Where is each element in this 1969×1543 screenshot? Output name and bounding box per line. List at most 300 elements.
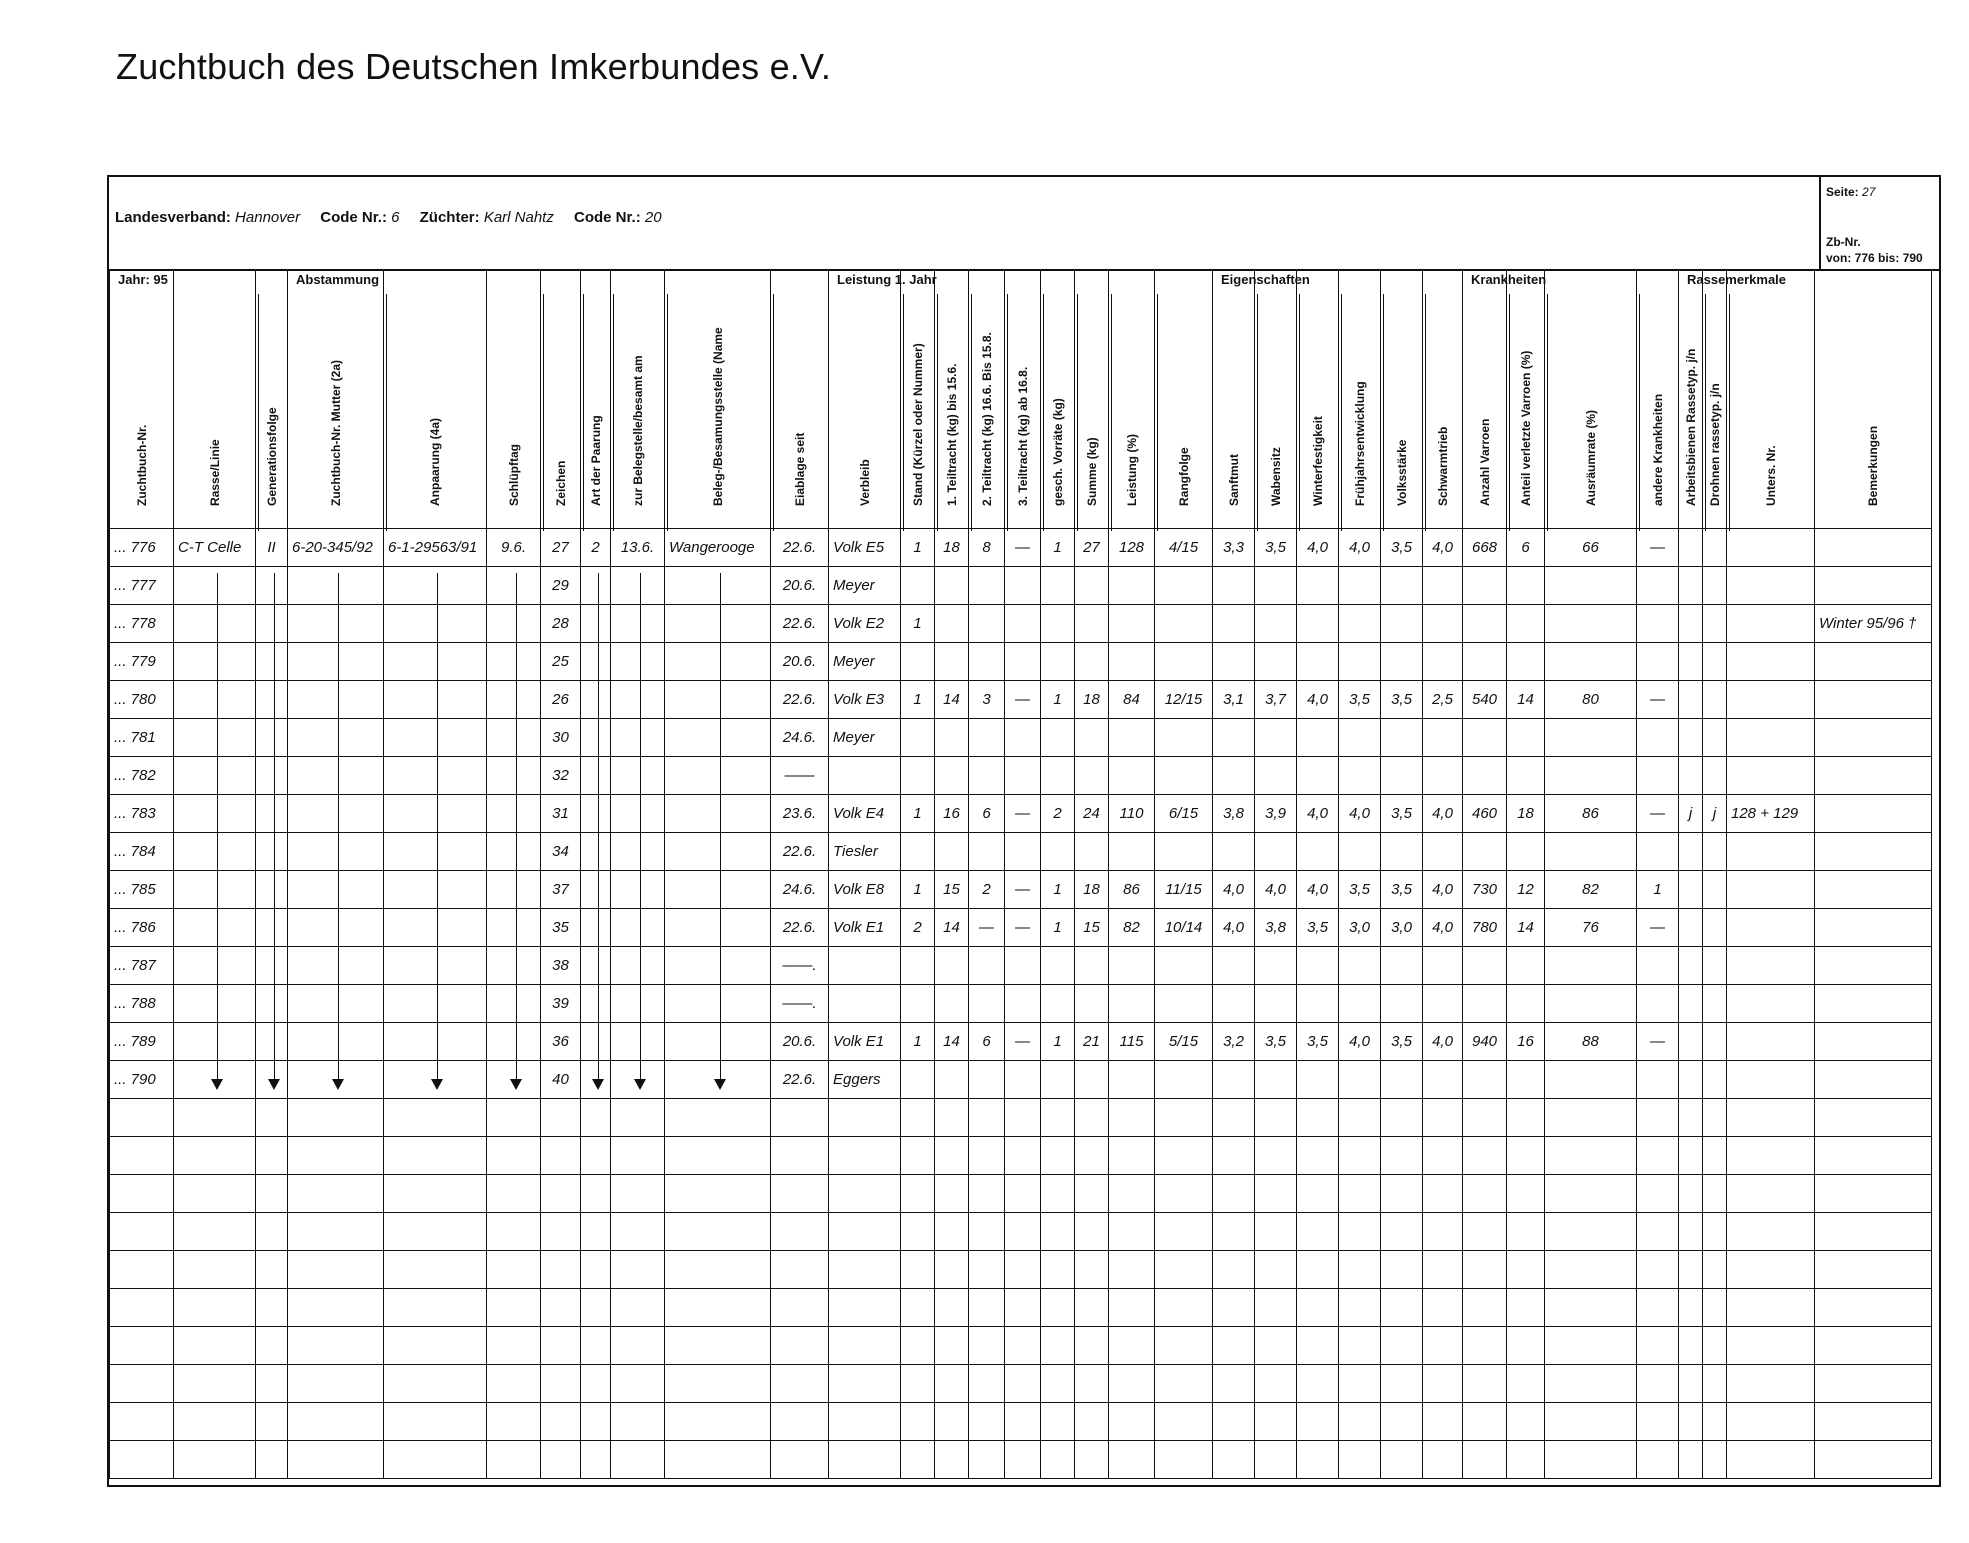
table-cell	[1381, 947, 1423, 985]
table-cell	[288, 1403, 384, 1441]
column-header-label: Eiablage seit	[792, 432, 807, 506]
table-cell	[771, 1365, 829, 1403]
column-header	[1339, 270, 1381, 529]
table-cell: 4,0	[1297, 795, 1339, 833]
table-cell	[1041, 1061, 1075, 1099]
table-cell	[1381, 1137, 1423, 1175]
table-cell	[969, 1289, 1005, 1327]
table-cell	[829, 1327, 901, 1365]
column-header	[1005, 270, 1041, 529]
table-cell	[611, 1327, 665, 1365]
table-cell	[1637, 985, 1679, 1023]
table-cell	[1507, 1327, 1545, 1365]
table-cell	[1463, 643, 1507, 681]
table-cell	[1213, 1403, 1255, 1441]
table-cell	[829, 1403, 901, 1441]
table-cell	[1463, 719, 1507, 757]
table-cell	[901, 1251, 935, 1289]
table-cell	[110, 1251, 174, 1289]
column-header	[487, 270, 541, 529]
table-cell	[1075, 985, 1109, 1023]
table-cell	[384, 1403, 487, 1441]
table-cell: 128	[1109, 529, 1155, 567]
table-cell: 668	[1463, 529, 1507, 567]
table-cell	[1703, 1289, 1727, 1327]
table-cell	[1005, 985, 1041, 1023]
table-cell	[174, 871, 256, 909]
column-header-label: Verbleib	[857, 459, 872, 506]
table-cell	[1679, 1441, 1703, 1479]
table-cell	[1005, 1251, 1041, 1289]
empty-row	[110, 1099, 1932, 1137]
table-cell	[1339, 985, 1381, 1023]
table-cell: 1	[901, 605, 935, 643]
table-cell	[1381, 1441, 1423, 1479]
table-cell	[256, 719, 288, 757]
table-cell	[611, 985, 665, 1023]
table-cell	[1381, 757, 1423, 795]
table-cell: 9.6.	[487, 529, 541, 567]
table-cell	[174, 757, 256, 795]
table-cell	[1727, 1365, 1815, 1403]
table-cell	[1339, 1061, 1381, 1099]
table-cell	[1297, 1403, 1339, 1441]
table-cell: 37	[541, 871, 581, 909]
table-cell	[487, 985, 541, 1023]
column-header-label: gesch. Vorräte (kg)	[1050, 398, 1065, 506]
table-cell	[1703, 833, 1727, 871]
table-cell: 8	[969, 529, 1005, 567]
table-cell	[174, 1289, 256, 1327]
table-cell	[969, 719, 1005, 757]
table-cell	[1727, 909, 1815, 947]
table-cell: 3,5	[1339, 681, 1381, 719]
table-cell: 84	[1109, 681, 1155, 719]
table-cell: 12/15	[1155, 681, 1213, 719]
column-header-label: Zuchtbuch-Nr. Mutter (2a)	[328, 360, 343, 506]
table-cell	[1637, 605, 1679, 643]
table-cell: 11/15	[1155, 871, 1213, 909]
table-cell	[1703, 757, 1727, 795]
table-cell	[1703, 1061, 1727, 1099]
table-cell	[1727, 947, 1815, 985]
table-cell	[581, 1251, 611, 1289]
table-cell	[1075, 833, 1109, 871]
table-cell: ... 781	[110, 719, 174, 757]
table-cell	[581, 985, 611, 1023]
table-cell: 110	[1109, 795, 1155, 833]
table-cell	[288, 909, 384, 947]
table-cell	[1155, 605, 1213, 643]
column-header-label: Rasse/Linie	[207, 439, 222, 506]
table-cell	[1703, 947, 1727, 985]
table-cell	[1815, 795, 1932, 833]
table-cell	[1155, 1327, 1213, 1365]
table-cell	[1075, 1137, 1109, 1175]
table-cell	[1507, 1365, 1545, 1403]
table-cell	[829, 947, 901, 985]
table-row	[110, 567, 1932, 605]
table-cell: Winter 95/96 †	[1815, 605, 1932, 643]
table-cell	[1005, 643, 1041, 681]
table-cell	[1423, 1403, 1463, 1441]
table-cell	[935, 1213, 969, 1251]
table-cell	[1545, 643, 1637, 681]
table-cell	[665, 1327, 771, 1365]
table-cell	[935, 1327, 969, 1365]
table-cell	[1679, 681, 1703, 719]
table-cell	[771, 1327, 829, 1365]
table-cell: 24	[1075, 795, 1109, 833]
table-cell: 4,0	[1213, 871, 1255, 909]
table-cell	[1255, 643, 1297, 681]
column-header-label: Anpaarung (4a)	[428, 417, 442, 506]
table-cell: Volk E1	[829, 1023, 901, 1061]
table-cell: 4,0	[1297, 681, 1339, 719]
table-cell	[384, 1137, 487, 1175]
table-cell: —	[1005, 1023, 1041, 1061]
table-cell	[1155, 1061, 1213, 1099]
table-cell: 23.6.	[771, 795, 829, 833]
record-table	[109, 269, 1932, 1479]
table-cell	[901, 757, 935, 795]
table-cell: —	[1637, 529, 1679, 567]
table-cell	[1109, 1251, 1155, 1289]
table-cell	[1109, 1327, 1155, 1365]
column-header	[1423, 270, 1463, 529]
table-cell: 3,2	[1213, 1023, 1255, 1061]
table-cell	[1255, 1327, 1297, 1365]
table-row	[110, 529, 1932, 567]
table-cell: —	[1637, 1023, 1679, 1061]
table-cell	[1155, 985, 1213, 1023]
table-cell	[1463, 757, 1507, 795]
table-cell	[901, 567, 935, 605]
table-cell	[1423, 947, 1463, 985]
column-group-label: Jahr: 95	[118, 272, 168, 287]
table-cell	[384, 1251, 487, 1289]
table-row	[110, 1061, 1932, 1099]
table-cell	[288, 1061, 384, 1099]
table-cell	[1213, 947, 1255, 985]
table-cell	[581, 643, 611, 681]
table-cell	[487, 1061, 541, 1099]
table-cell: 3,9	[1255, 795, 1297, 833]
table-cell	[384, 909, 487, 947]
table-cell	[1679, 1061, 1703, 1099]
table-cell	[1297, 1099, 1339, 1137]
table-cell	[1423, 605, 1463, 643]
table-cell	[256, 1441, 288, 1479]
table-cell	[1005, 833, 1041, 871]
table-cell	[1679, 605, 1703, 643]
table-cell	[581, 1327, 611, 1365]
table-cell	[1463, 1403, 1507, 1441]
table-cell: —	[1637, 909, 1679, 947]
table-cell	[1041, 1213, 1075, 1251]
table-cell	[384, 681, 487, 719]
table-cell	[1507, 1289, 1545, 1327]
column-header-label: Schlüpftag	[506, 444, 521, 506]
table-cell	[1423, 1099, 1463, 1137]
table-cell	[611, 1061, 665, 1099]
table-cell: 3,5	[1339, 871, 1381, 909]
table-cell: 28	[541, 605, 581, 643]
table-cell	[1213, 1365, 1255, 1403]
table-cell	[1545, 567, 1637, 605]
table-cell	[1815, 529, 1932, 567]
table-cell	[1339, 1365, 1381, 1403]
table-cell	[771, 1289, 829, 1327]
table-cell: 3,8	[1213, 795, 1255, 833]
table-cell	[1679, 567, 1703, 605]
code1-label: Code Nr.:	[320, 209, 387, 226]
column-header-label: Drohnen rassetyp. j/n	[1707, 383, 1722, 506]
table-cell	[1041, 1441, 1075, 1479]
table-cell	[829, 1213, 901, 1251]
table-cell: Eggers	[829, 1061, 901, 1099]
document-title: Zuchtbuch des Deutschen Imkerbundes e.V.	[116, 46, 832, 87]
column-header	[1703, 270, 1727, 529]
table-cell	[1815, 1289, 1932, 1327]
table-row	[110, 681, 1932, 719]
table-cell	[1727, 1327, 1815, 1365]
table-cell	[1679, 985, 1703, 1023]
table-cell: Volk E1	[829, 909, 901, 947]
column-group-label: Leistung 1. Jahr	[837, 272, 937, 287]
table-cell: 1	[901, 871, 935, 909]
column-group-label: Abstammung	[296, 272, 380, 287]
table-cell	[256, 1175, 288, 1213]
table-row	[110, 605, 1932, 643]
table-cell: 38	[541, 947, 581, 985]
table-cell	[110, 1365, 174, 1403]
table-cell: 1	[1041, 871, 1075, 909]
table-cell	[1255, 1365, 1297, 1403]
table-cell	[901, 833, 935, 871]
table-cell	[1381, 833, 1423, 871]
table-cell	[1423, 567, 1463, 605]
table-cell	[969, 1327, 1005, 1365]
table-cell	[935, 947, 969, 985]
table-cell	[901, 1175, 935, 1213]
table-cell: 3,3	[1213, 529, 1255, 567]
table-cell	[487, 567, 541, 605]
table-cell	[1041, 1403, 1075, 1441]
table-cell	[1815, 909, 1932, 947]
table-cell: 1	[901, 529, 935, 567]
table-cell: 2	[581, 529, 611, 567]
table-cell	[487, 1213, 541, 1251]
table-cell	[1041, 1175, 1075, 1213]
table-cell	[969, 985, 1005, 1023]
table-cell	[1507, 605, 1545, 643]
table-cell	[487, 1251, 541, 1289]
table-cell	[1463, 985, 1507, 1023]
table-cell	[541, 1251, 581, 1289]
table-cell	[1213, 1327, 1255, 1365]
table-cell: Volk E4	[829, 795, 901, 833]
table-cell	[1075, 1175, 1109, 1213]
table-cell	[1703, 567, 1727, 605]
table-cell	[487, 871, 541, 909]
table-cell: 3,1	[1213, 681, 1255, 719]
table-cell	[665, 1137, 771, 1175]
table-cell	[1297, 947, 1339, 985]
table-cell	[384, 947, 487, 985]
table-cell	[1463, 1099, 1507, 1137]
column-header	[1155, 270, 1213, 529]
table-cell	[1637, 1289, 1679, 1327]
table-cell	[1381, 567, 1423, 605]
table-cell	[487, 947, 541, 985]
table-cell	[1545, 833, 1637, 871]
empty-row	[110, 1403, 1932, 1441]
table-cell	[1109, 757, 1155, 795]
table-cell: ... 788	[110, 985, 174, 1023]
table-cell	[1679, 1327, 1703, 1365]
table-cell	[1109, 643, 1155, 681]
table-cell	[110, 1327, 174, 1365]
table-cell	[1041, 605, 1075, 643]
table-row	[110, 947, 1932, 985]
table-cell: 30	[541, 719, 581, 757]
table-cell	[1815, 1441, 1932, 1479]
table-cell	[1815, 1137, 1932, 1175]
table-cell	[541, 1441, 581, 1479]
table-cell	[969, 757, 1005, 795]
table-cell	[288, 871, 384, 909]
column-header-label: Leistung (%)	[1124, 434, 1139, 506]
table-cell	[581, 833, 611, 871]
table-cell	[288, 1099, 384, 1137]
table-cell	[1637, 833, 1679, 871]
column-header-label: Zeichen	[553, 460, 568, 506]
table-cell	[1109, 1403, 1155, 1441]
table-cell	[1213, 1175, 1255, 1213]
table-cell	[384, 643, 487, 681]
table-cell	[1213, 1289, 1255, 1327]
table-cell	[256, 1061, 288, 1099]
table-cell	[1463, 605, 1507, 643]
column-header-label: Generationsfolge	[264, 407, 279, 506]
table-cell	[1727, 1289, 1815, 1327]
table-cell: 22.6.	[771, 909, 829, 947]
table-cell	[1041, 833, 1075, 871]
column-header	[1507, 270, 1545, 529]
table-cell: 20.6.	[771, 567, 829, 605]
column-header	[969, 270, 1005, 529]
table-cell	[174, 909, 256, 947]
table-cell	[256, 1365, 288, 1403]
table-cell	[1423, 985, 1463, 1023]
table-cell: 3,5	[1381, 871, 1423, 909]
table-cell	[1381, 1061, 1423, 1099]
table-cell: 3,7	[1255, 681, 1297, 719]
table-cell	[256, 1289, 288, 1327]
table-cell	[1255, 1061, 1297, 1099]
table-cell	[174, 719, 256, 757]
table-cell	[110, 1213, 174, 1251]
table-cell	[1339, 1251, 1381, 1289]
column-header	[1109, 270, 1155, 529]
table-cell: 1	[1041, 529, 1075, 567]
table-cell	[665, 1099, 771, 1137]
table-cell	[611, 1441, 665, 1479]
table-cell	[1637, 643, 1679, 681]
table-cell: 4,0	[1339, 1023, 1381, 1061]
column-header-label: andere Krankheiten	[1650, 393, 1665, 506]
table-row	[110, 1023, 1932, 1061]
table-cell	[1255, 1403, 1297, 1441]
table-cell	[1381, 985, 1423, 1023]
table-row	[110, 985, 1932, 1023]
table-cell: 3,5	[1297, 1023, 1339, 1061]
table-cell	[256, 1023, 288, 1061]
table-cell	[1109, 947, 1155, 985]
table-cell	[901, 1099, 935, 1137]
table-cell	[935, 1365, 969, 1403]
table-cell	[1155, 1365, 1213, 1403]
table-cell: 16	[935, 795, 969, 833]
table-cell	[1727, 681, 1815, 719]
table-cell	[969, 1213, 1005, 1251]
table-cell	[1255, 719, 1297, 757]
table-cell	[1075, 947, 1109, 985]
table-cell	[1339, 1403, 1381, 1441]
table-cell	[969, 1099, 1005, 1137]
table-cell	[1075, 757, 1109, 795]
table-cell: j	[1703, 795, 1727, 833]
table-cell: 14	[1507, 909, 1545, 947]
table-cell: 39	[541, 985, 581, 1023]
table-cell	[1255, 567, 1297, 605]
table-cell	[174, 1099, 256, 1137]
column-header-label: 1. Teiltracht (kg) bis 15.6.	[944, 363, 959, 506]
column-header	[1381, 270, 1423, 529]
table-cell	[935, 567, 969, 605]
table-cell	[1297, 1365, 1339, 1403]
table-cell	[829, 985, 901, 1023]
table-cell	[487, 681, 541, 719]
table-cell: 18	[935, 529, 969, 567]
table-cell	[256, 833, 288, 871]
table-cell	[611, 681, 665, 719]
column-group-label: Eigenschaften	[1221, 272, 1310, 287]
table-cell	[1213, 1137, 1255, 1175]
table-cell	[581, 757, 611, 795]
table-cell: II	[256, 529, 288, 567]
table-cell: ——.	[771, 985, 829, 1023]
table-cell	[1339, 1213, 1381, 1251]
table-cell	[1545, 947, 1637, 985]
table-cell	[541, 1365, 581, 1403]
table-cell	[487, 1289, 541, 1327]
table-cell	[935, 605, 969, 643]
table-cell	[487, 1099, 541, 1137]
table-cell	[541, 1175, 581, 1213]
table-cell	[665, 985, 771, 1023]
table-cell	[1109, 985, 1155, 1023]
table-cell: 15	[1075, 909, 1109, 947]
column-header-label: Sanftmut	[1226, 454, 1241, 506]
table-cell	[1423, 1137, 1463, 1175]
table-cell	[1297, 1137, 1339, 1175]
table-cell	[487, 909, 541, 947]
table-cell: 4,0	[1339, 529, 1381, 567]
table-cell	[1155, 1251, 1213, 1289]
table-cell	[1815, 681, 1932, 719]
